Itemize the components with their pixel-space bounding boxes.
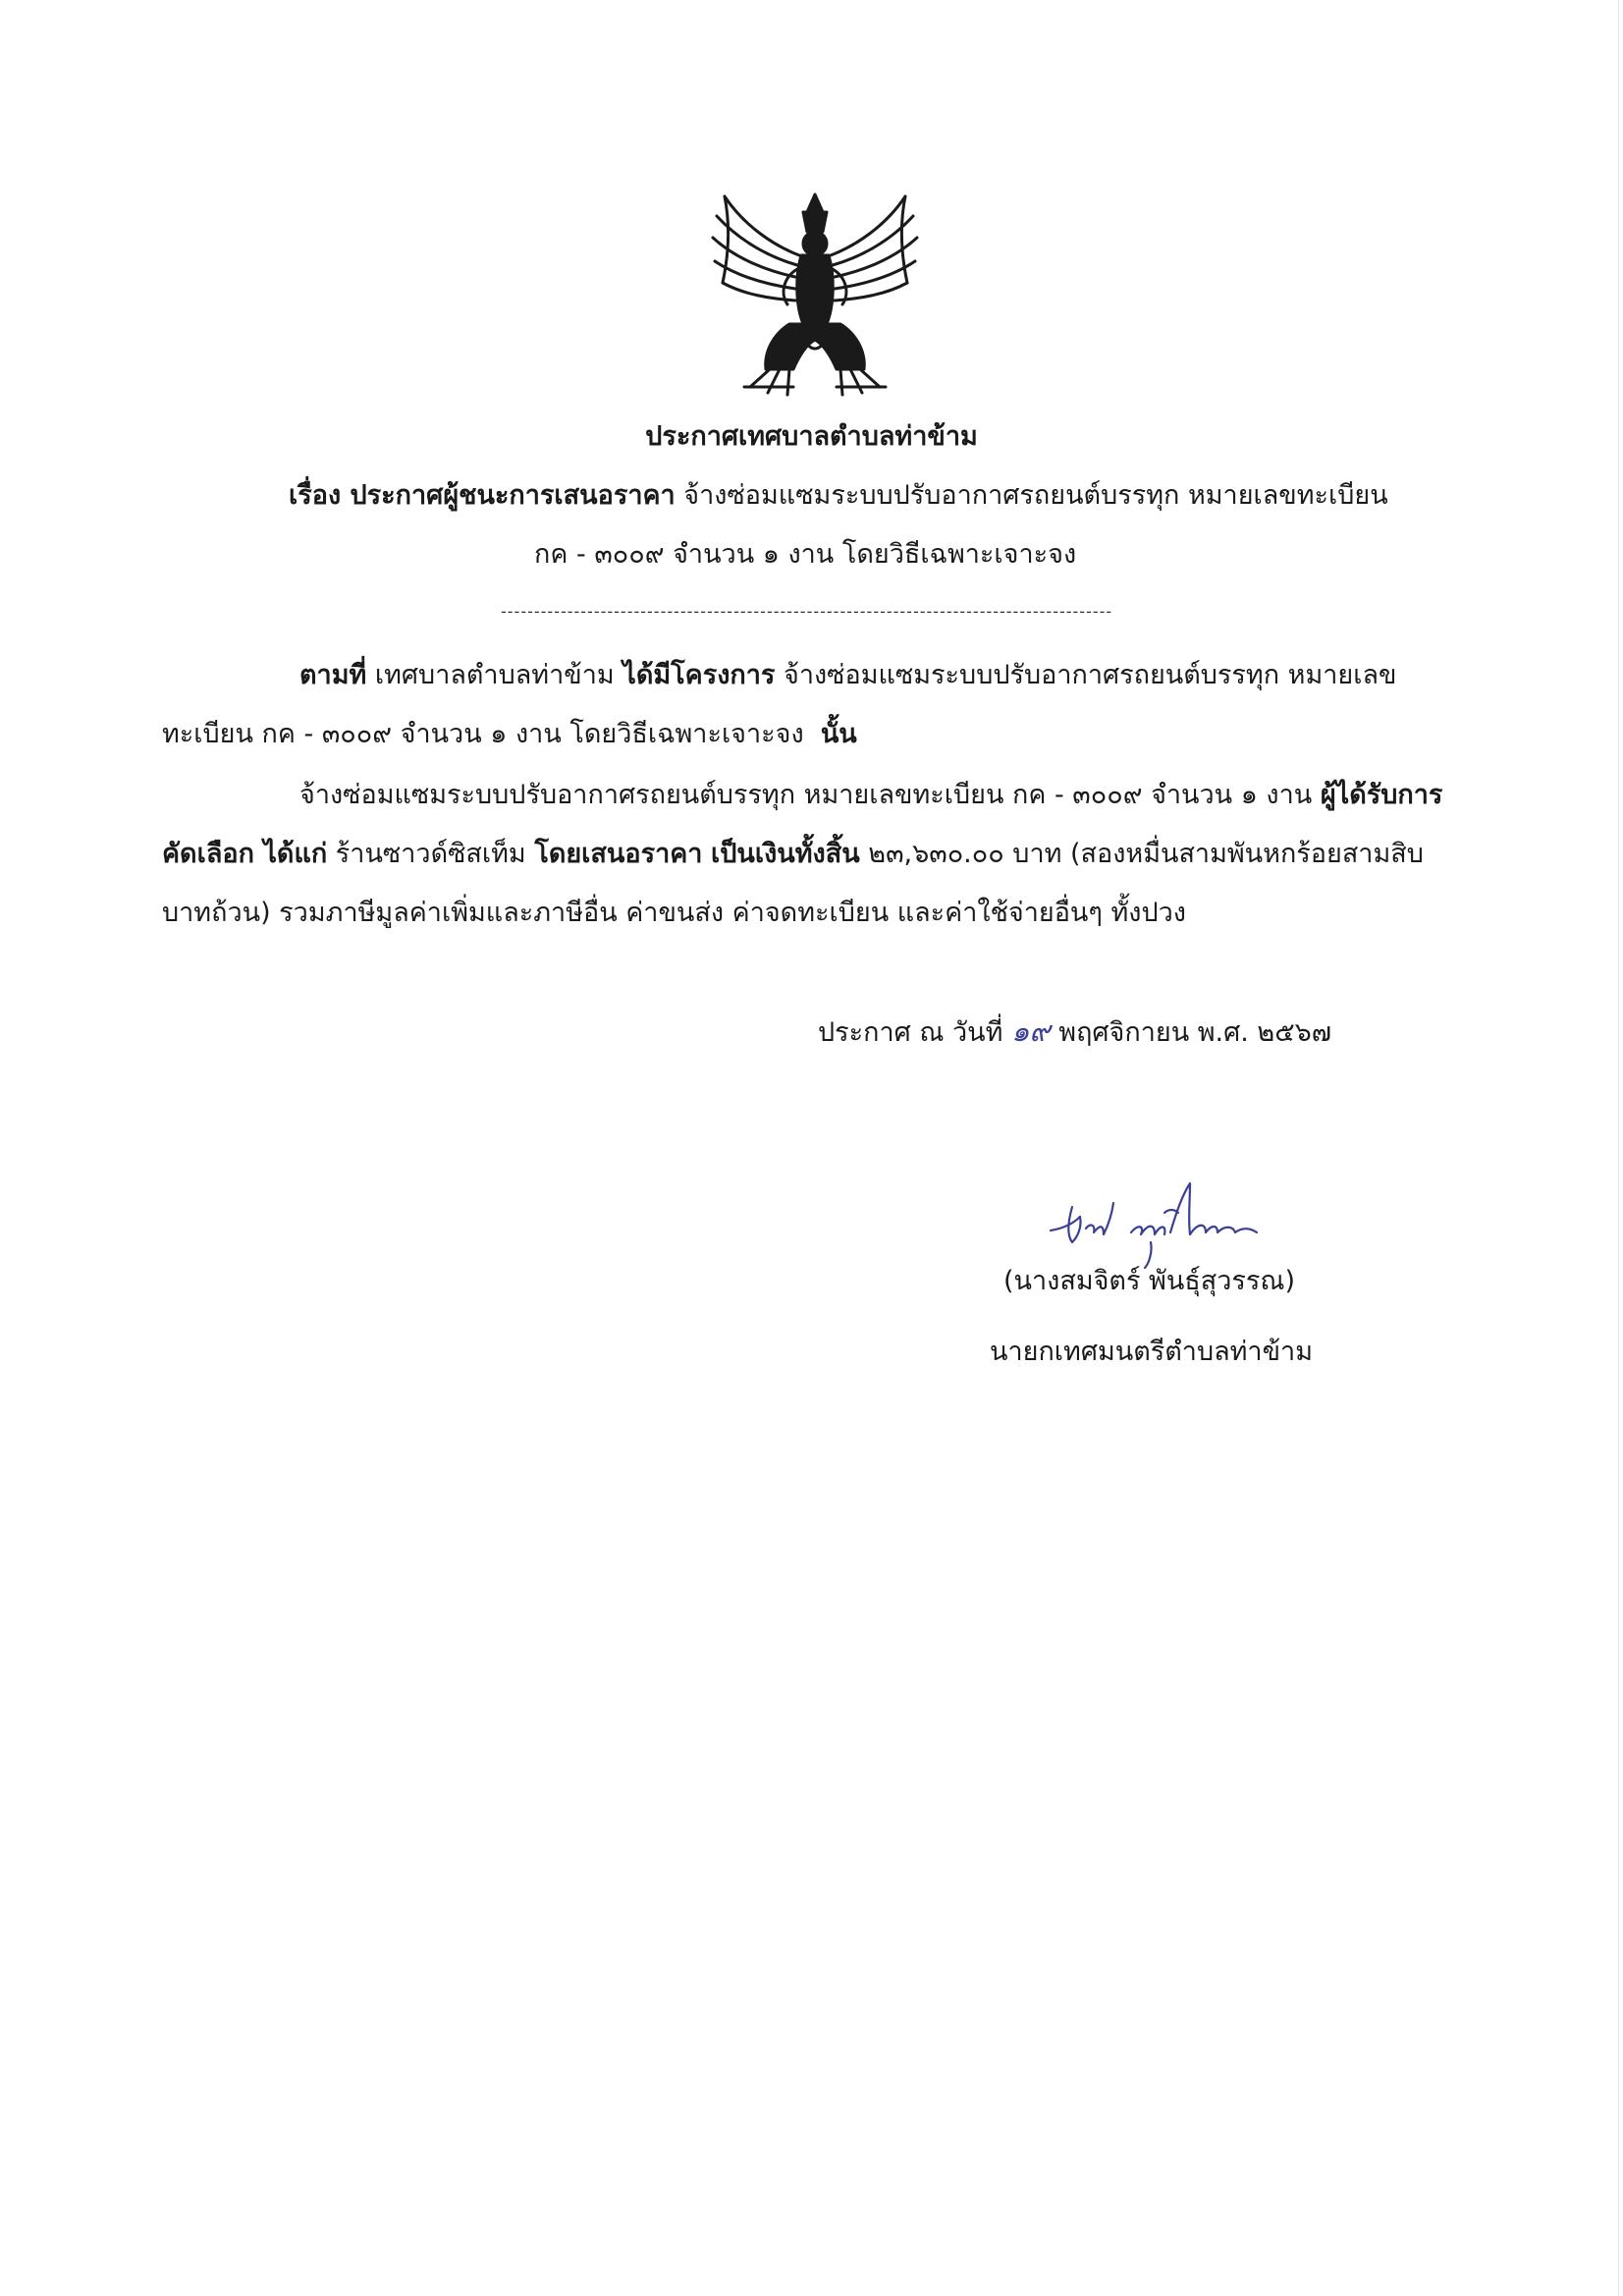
paragraph-2-line-2 (162, 835, 1424, 874)
p2-selected-label-2: คัดเลือก ได้แก่ (162, 839, 328, 869)
p1-label: ตามที่ (299, 660, 367, 690)
p1-text: จ้างซ่อมแซมระบบปรับอากาศรถยนต์บรรทุก หมายเลข (784, 660, 1397, 690)
scan-edge-line (1618, 0, 1619, 2296)
announcement-title: ประกาศเทศบาลตำบลท่าข้าม (645, 421, 978, 452)
date-prefix: ประกาศ ณ วันที่ (818, 1017, 1003, 1048)
date-month-year: พฤศจิกายน พ.ศ. ๒๕๖๗ (1058, 1017, 1332, 1048)
p2-total-label: เป็นเงินทั้งสิ้น (711, 839, 860, 869)
p2-text: จ้างซ่อมแซมระบบปรับอากาศรถยนต์บรรทุก หมายเลขทะเบียน กค - ๓๐๐๙ จำนวน ๑ งาน (299, 780, 1313, 810)
date-day: ๑๙ (1011, 1014, 1051, 1048)
p2-winner: ร้านซาวด์ซิสเท็ม (335, 839, 526, 869)
paragraph-2-line-3: บาทถ้วน) รวมภาษีมูลค่าเพิ่มและภาษีอื่น ค่าขนส่ง ค่าจดทะเบียน และค่าใช้จ่ายอื่นๆ ทั้งปวง (162, 898, 1186, 928)
p2-offer-label: โดยเสนอราคา (534, 839, 703, 869)
garuda-emblem-icon (705, 187, 925, 403)
announcement-date (818, 1011, 1331, 1053)
paragraph-1-line-1 (299, 656, 1396, 695)
signatory-position: นายกเทศมนตรีตำบลท่าข้าม (990, 1337, 1313, 1367)
p1-org: เทศบาลตำบลท่าข้าม (374, 660, 615, 690)
p2-amount: ๒๓,๖๓๐.๐๐ บาท (สองหมื่นสามพันหกร้อยสามสิบ (868, 839, 1424, 869)
p1-end: นั้น (820, 719, 857, 749)
subject-text: จ้างซ่อมแซมระบบปรับอากาศรถยนต์บรรทุก หมายเลขทะเบียน (683, 480, 1388, 511)
subject-line (289, 476, 1388, 516)
subject-continuation: กค - ๓๐๐๙ จำนวน ๑ งาน โดยวิธีเฉพาะเจาะจง (534, 539, 1077, 570)
paragraph-2-line-1 (299, 776, 1442, 815)
p1-text-2: ทะเบียน กค - ๓๐๐๙ จำนวน ๑ งาน โดยวิธีเฉพาะเจาะจง (162, 719, 804, 749)
dashed-separator: -------------------------------------------------------------------------------------------- (501, 602, 1113, 621)
p2-selected-label: ผู้ได้รับการ (1320, 780, 1443, 810)
p1-label-2: ได้มีโครงการ (622, 660, 776, 690)
subject-label: เรื่อง ประกาศผู้ชนะการเสนอราคา (289, 480, 676, 511)
paragraph-1-line-2 (162, 715, 857, 754)
signatory-name: (นางสมจิตร์ พันธุ์สุวรรณ) (1003, 1266, 1296, 1296)
